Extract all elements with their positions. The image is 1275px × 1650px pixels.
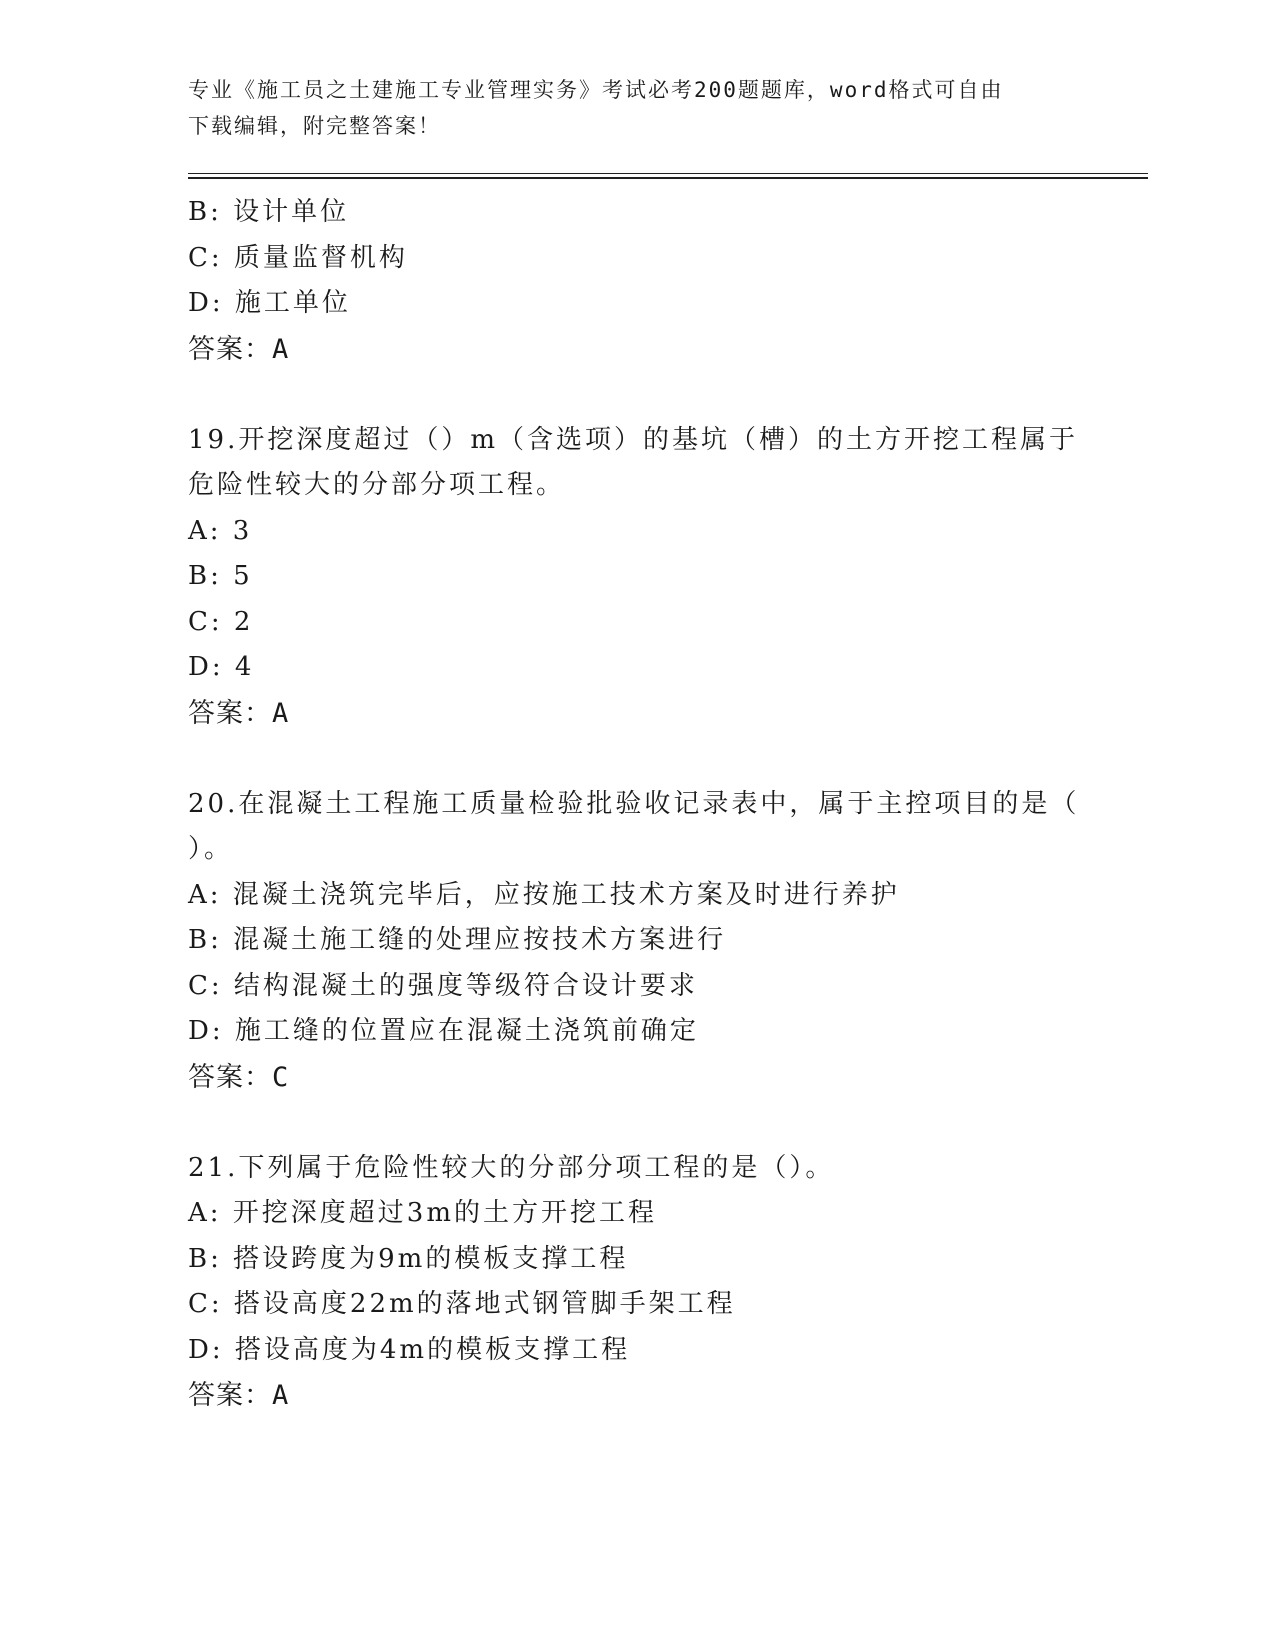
question-19 [188,418,1088,737]
answer-line: 答案：C [188,1061,290,1093]
option-b: B: 搭设跨度为9m的模板支撑工程 [188,1243,629,1274]
option-c: C: 结构混凝土的强度等级符合设计要求 [188,970,698,1001]
document-header [188,72,1068,144]
option-a: A: 开挖深度超过3m的土方开挖工程 [188,1198,657,1228]
question-18-continued [188,190,1088,372]
spacer [188,372,1088,418]
option-a: A: 3 [188,515,253,546]
header-rule-thick [188,177,1148,179]
answer-line: 答案：A [188,697,290,729]
answer-line: 答案：A [188,333,290,365]
spacer [188,736,1088,782]
question-20 [188,782,1088,1101]
option-b: B: 5 [188,561,253,591]
question-list [188,190,1088,1419]
question-text-line-1: 19.开挖深度超过（）m（含选项）的基坑（槽）的土方开挖工程属于 [188,424,1079,455]
option-c: C: 质量监督机构 [188,242,408,273]
header-line-2: 下载编辑，附完整答案！ [188,114,441,138]
option-d: D: 施工单位 [188,288,351,318]
question-text-line-1: 20.在混凝土工程施工质量检验批验收记录表中，属于主控项目的是（ [188,788,1080,819]
question-text-line-2: 危险性较大的分部分项工程。 [188,470,566,500]
option-b: B: 设计单位 [188,197,350,227]
question-text-line-1: 21.下列属于危险性较大的分部分项工程的是（）。 [188,1152,835,1183]
answer-line: 答案：A [188,1380,290,1411]
spacer [188,1100,1088,1146]
header-rule-thin [188,173,1148,174]
question-21 [188,1146,1088,1419]
option-a: A: 混凝土浇筑完毕后，应按施工技术方案及时进行养护 [188,879,900,910]
option-c: C: 搭设高度22m的落地式钢管脚手架工程 [188,1289,736,1319]
option-d: D: 搭设高度为4m的模板支撑工程 [188,1334,631,1365]
header-line-1: 专业《施工员之土建施工专业管理实务》考试必考200题题库，word格式可自由 [188,78,1004,102]
option-b: B: 混凝土施工缝的处理应按技术方案进行 [188,925,727,955]
option-d: D: 4 [188,652,255,682]
question-text-line-2: ）。 [188,834,234,864]
option-c: C: 2 [188,606,254,637]
option-d: D: 施工缝的位置应在混凝土浇筑前确定 [188,1016,699,1046]
